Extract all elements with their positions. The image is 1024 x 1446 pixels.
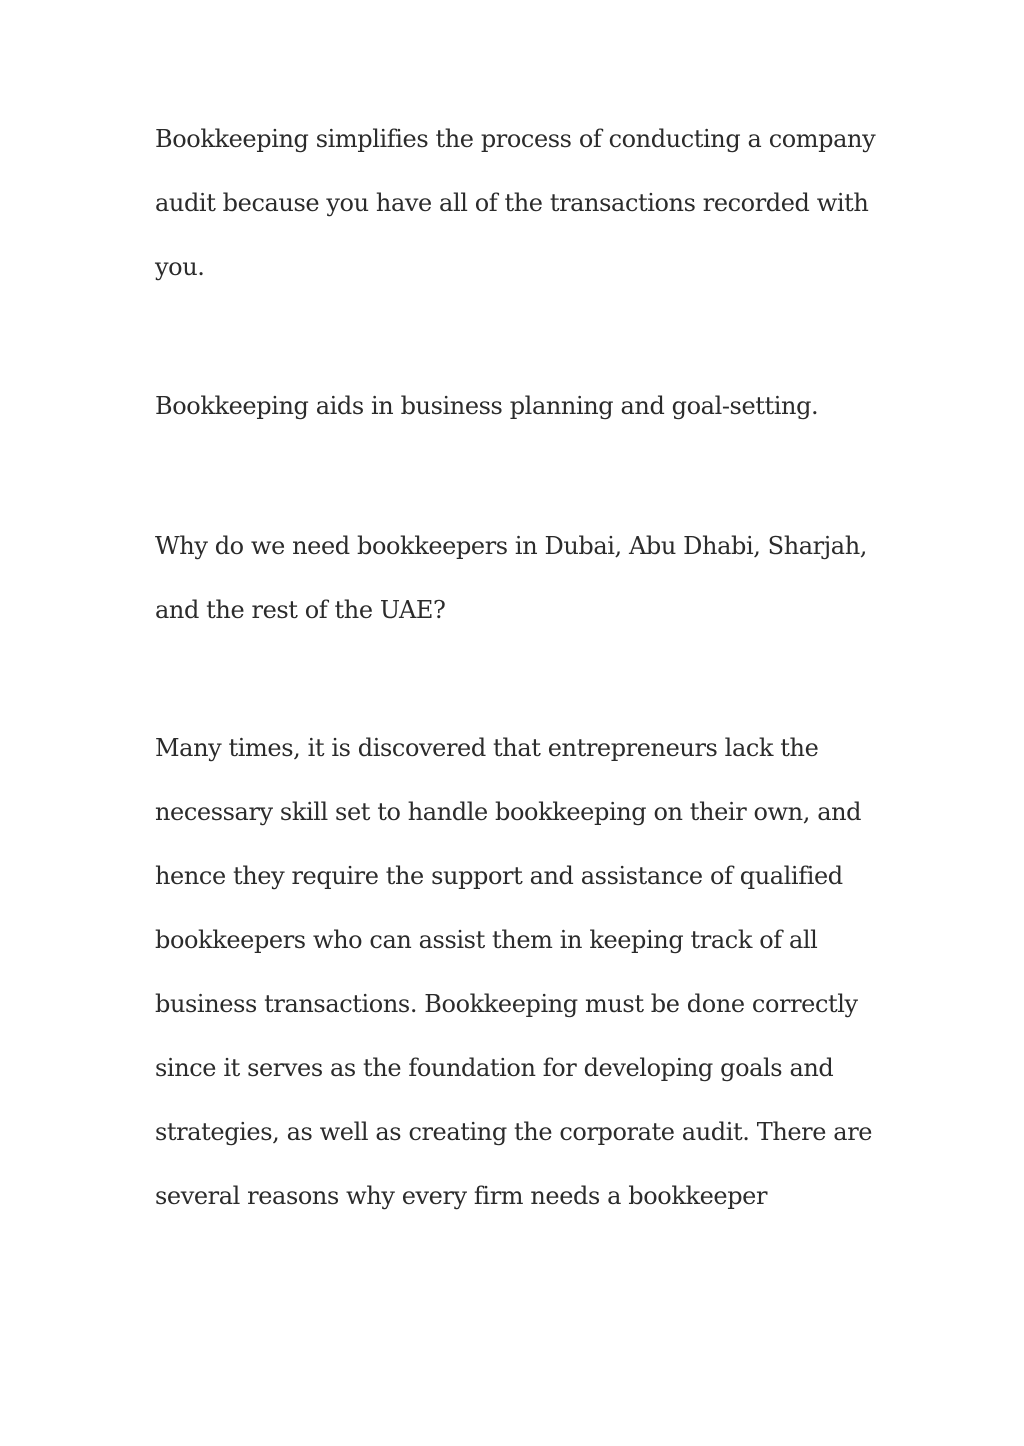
- text-line: audit because you have all of the transactions recorded with: [155, 189, 869, 217]
- text-line: Many times, it is discovered that entrepreneurs lack the: [155, 734, 819, 762]
- paragraph-question: [155, 514, 875, 642]
- text-line: you.: [155, 253, 205, 281]
- text-line: since it serves as the foundation for developing goals and: [155, 1054, 834, 1082]
- text-line: business transactions. Bookkeeping must be done correctly: [155, 990, 858, 1018]
- text-line: and the rest of the UAE?: [155, 596, 446, 624]
- text-line: bookkeepers who can assist them in keeping track of all: [155, 926, 818, 954]
- text-line: Bookkeeping simplifies the process of conducting a company: [155, 125, 876, 153]
- paragraph-audit: [155, 107, 875, 299]
- text-line: hence they require the support and assistance of qualified: [155, 862, 843, 890]
- paragraph-planning: [155, 374, 875, 438]
- text-line: Bookkeeping aids in business planning and goal-setting.: [155, 392, 819, 420]
- text-line: strategies, as well as creating the corporate audit. There are: [155, 1118, 873, 1146]
- text-line: several reasons why every firm needs a bookkeeper: [155, 1182, 768, 1210]
- paragraph-reasons: [155, 716, 875, 1228]
- text-line: necessary skill set to handle bookkeeping on their own, and: [155, 798, 862, 826]
- text-line: Why do we need bookkeepers in Dubai, Abu Dhabi, Sharjah,: [155, 532, 867, 560]
